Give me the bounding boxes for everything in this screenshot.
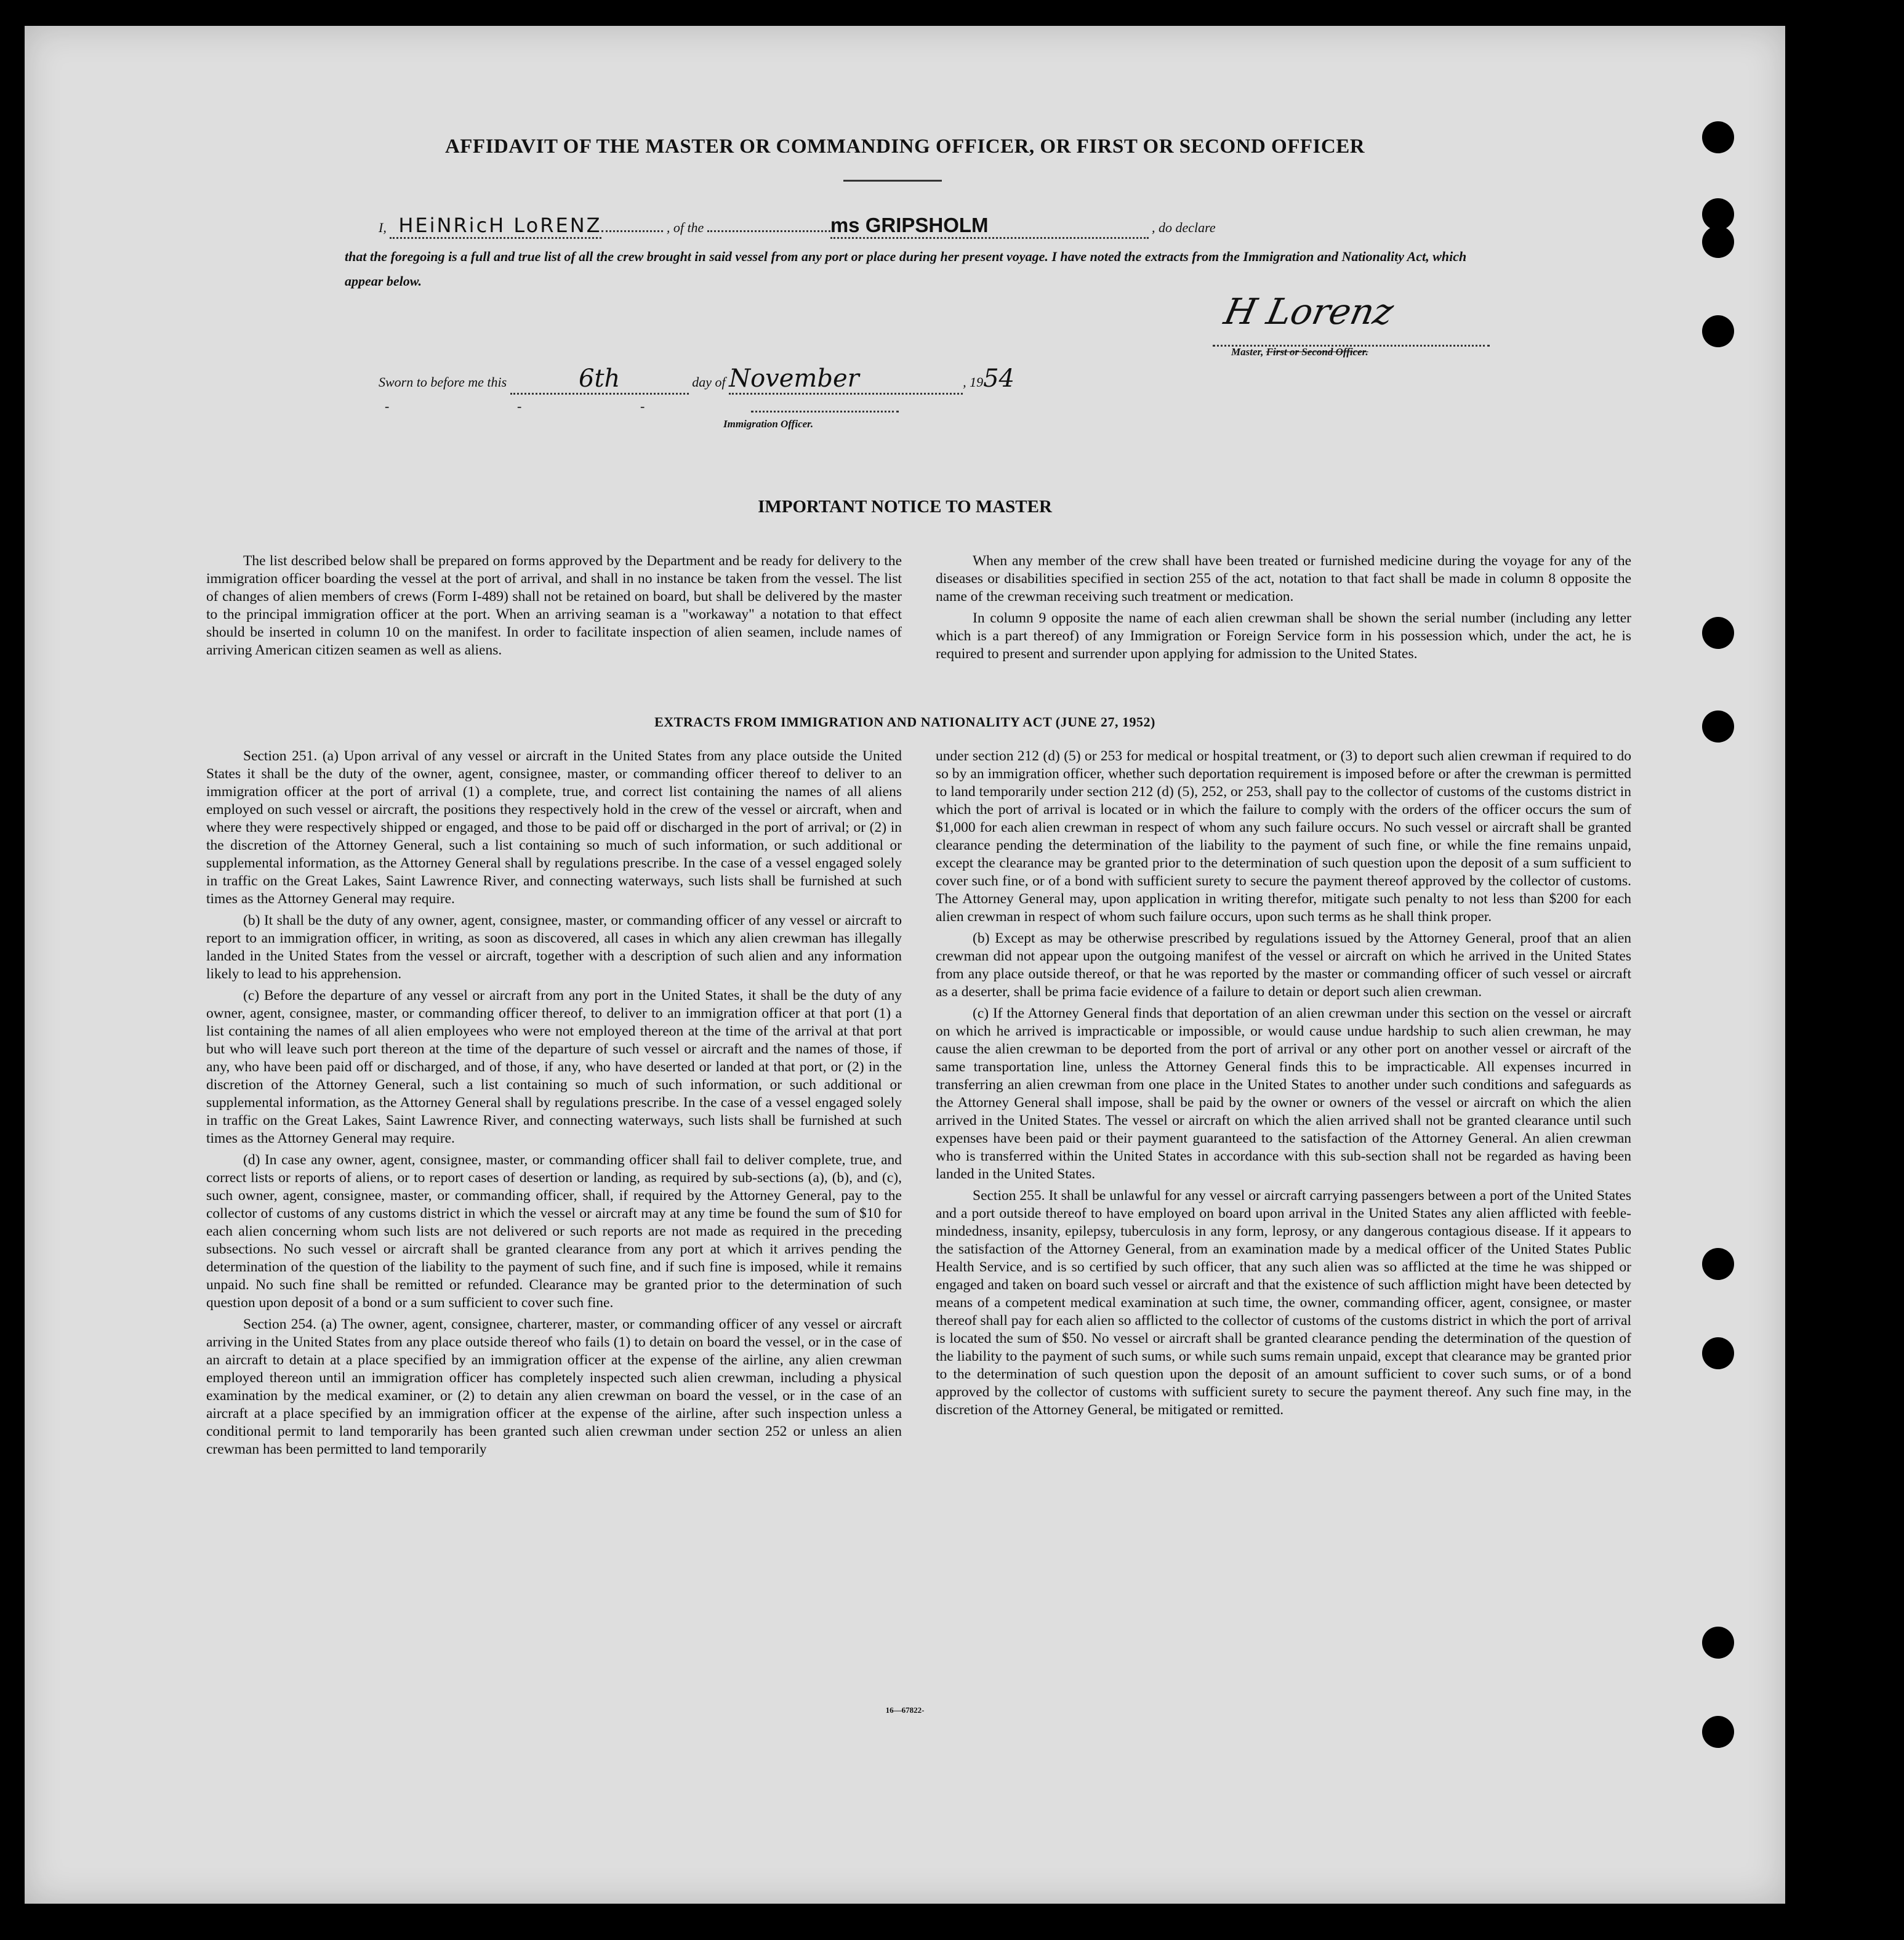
- dotted-rule: [707, 218, 830, 232]
- extracts-left-column: [206, 747, 902, 1459]
- dotted-rule: [601, 218, 663, 232]
- punch-hole-icon: [1702, 1627, 1734, 1659]
- section-paragraph: (b) Except as may be otherwise prescribed by regulations issued by the Attorney General, proof that an alien crewman did not appear upon the outgoing manifest of the vessel or aircraft on which he arrived in the United States from any place outside thereof, or that he was reported by the master or commanding officer of such vessel or aircraft as a deserter, shall be prima facie evidence of a failure to detain or deport such alien crewman.: [936, 930, 1631, 1000]
- document-page: [25, 26, 1785, 1904]
- punch-hole-icon: [1702, 315, 1734, 347]
- punch-hole-icon: [1702, 1337, 1734, 1369]
- notice-paragraph: When any member of the crew shall have been treated or furnished medicine during the voyage for any of the diseases or disabilities specified in section 255 of the act, notation to that fact shall be made in column 8 opposite the name of the crewman receiving such treatment or medication.: [936, 553, 1631, 605]
- vessel-name-field: ms GRIPSHOLM: [830, 214, 1149, 239]
- dash-mark: -: [640, 398, 645, 414]
- declaration-text: that the foregoing is a full and true list of all the crew brought in said vessel from any port or place during her present voyage. I have noted the extracts from the Immigration and Nationality Act, which appear below.: [345, 249, 1467, 289]
- notice-left-column: [206, 552, 902, 659]
- immigration-officer-caption: Immigration Officer.: [723, 418, 814, 430]
- punch-hole-icon: [1702, 710, 1734, 743]
- extracts-title: EXTRACTS FROM IMMIGRATION AND NATIONALITY ACT (JUNE 27, 1952): [654, 714, 1155, 730]
- notice-paragraph: The list described below shall be prepared on forms approved by the Department and be ready for delivery to the immigration officer boarding the vessel at the port of arrival, and shall in no instance be taken from the vessel. The list of changes of alien members of crews (Form I-489) shall not be retained on board, but shall be delivered by the master to the principal immigration officer at the port. When an arriving seaman is a "workaway" a notation to that effect should be inserted in column 10 on the manifest. In order to facilitate inspection of alien seamen, include names of arriving American citizen seamen as well as aliens.: [206, 553, 902, 658]
- day-of-label: day of: [692, 374, 726, 390]
- sworn-year-field: 54: [983, 364, 1014, 393]
- declaration-line: [379, 214, 1216, 239]
- signature-caption-master: Master,: [1231, 346, 1264, 358]
- punch-hole-icon: [1702, 1716, 1734, 1748]
- punch-hole-icon: [1702, 226, 1734, 258]
- immigration-officer-line: [751, 411, 899, 413]
- signature-caption-struck: First or Second Officer.: [1266, 346, 1368, 358]
- section-paragraph: Section 251. (a) Upon arrival of any vessel or aircraft in the United States from any place outside the United States it shall be the duty of the owner, agent, consignee, master, or commanding officer thereof to deliver to an immigration officer at the port of arrival (1) a complete, true, and correct list containing the names of all aliens employed on such vessel or aircraft, the positions they respectively hold in the crew of the vessel or aircraft, when and where they were respectively shipped or engaged, and those to be paid off or discharged in the port of arrival; or (2) in the discretion of the Attorney General, such a list containing so much of such information, or such additional or supplemental information, as the Attorney General shall by regulations prescribe. In the case of a vessel engaged solely in traffic on the Great Lakes, Saint Lawrence River, and connecting waterways, such lists shall be furnished at such times as the Attorney General may require.: [206, 748, 902, 907]
- declaration-prefix: I,: [379, 220, 387, 235]
- sworn-month-field: November: [729, 364, 963, 395]
- section-paragraph: (b) It shall be the duty of any owner, agent, consignee, master, or commanding officer of any vessel or aircraft to report to an immigration officer, in writing, as soon as discovered, all cases in which any alien crewman has illegally landed in the United States from the vessel or aircraft, together with a description of such alien and any information likely to lead to his apprehension.: [206, 912, 902, 982]
- section-paragraph: (c) Before the departure of any vessel or aircraft from any port in the United States, it shall be the duty of any owner, agent, consignee, master, or commanding officer thereof, to deliver to an immigration officer at that port (1) a list containing the names of all alien employees who were not employed thereon at the time of the arrival at that port but who will leave such port thereon at the time of the departure of such vessel or aircraft and the names of those, if any, who have been paid off or discharged, and of those, if any, who have deserted or landed at that port, or (2) in the discretion of the Attorney General, such a list containing so much of such information, or such additional or supplemental information, as the Attorney General shall by regulations prescribe. In the case of a vessel engaged solely in traffic on the Great Lakes, Saint Lawrence River, and connecting waterways, such lists shall be furnished at such times as the Attorney General may require.: [206, 988, 902, 1146]
- master-name-field: HEiNRicH LoRENZ: [390, 214, 601, 239]
- sworn-day-field: 6th: [510, 364, 689, 395]
- notice-title: IMPORTANT NOTICE TO MASTER: [758, 497, 1052, 517]
- do-declare-label: , do declare: [1152, 220, 1216, 235]
- section-paragraph: Section 255. It shall be unlawful for any vessel or aircraft carrying passengers between a port of the United States and a port outside thereof to have employed on board upon arrival in the United States any alien afflicted with feeble-mindedness, insanity, epilepsy, tuberculosis in any form, leprosy, or any dangerous contagious disease. If it appears to the satisfaction of the Attorney General, from an examination made by a medical officer of the United States Public Health Service, and is so certified by such officer, that any such alien was so afflicted at the time he was shipped or engaged and taken on board such vessel or aircraft and that the existence of such affliction might have been detected by means of a competent medical examination at such time, the owner, commanding officer, agent, consignee, or master thereof shall pay for each alien so afflicted to the collector of customs of the customs district in which the port of arrival is located the sum of $50. No vessel or aircraft shall be granted clearance pending the determination of the question of the liability to the payment of such sums, or while such sums remain unpaid, except that clearance may be granted prior to the determination of such question upon the deposit of an amount sufficient to cover such sums, or of a bond approved by the collector of customs with sufficient surety to secure the payment thereof. Any such fine may, in the discretion of the Attorney General, be mitigated or remitted.: [936, 1188, 1631, 1418]
- section-paragraph: (d) In case any owner, agent, consignee, master, or commanding officer shall fail to deliver complete, true, and correct lists or reports of aliens, or to report cases of desertion or landing, as required by sub-sections (a), (b), and (c), such owner, agent, consignee, master, or commanding officer, shall, if required by the Attorney General, pay to the collector of customs of any customs district in which the vessel or aircraft may at any time be found the sum of $10 for each alien concerning whom such lists are not delivered or such reports are not made as required in the preceding subsections. No such vessel or aircraft shall be granted clearance from any port at which it arrives pending the determination of the question of the liability to the payment of such fine, and if such fine is imposed, while it remains unpaid. No such fine shall be remitted or refunded. Clearance may be granted prior to the determination of such question upon deposit of a bond or a sum sufficient to cover such fine.: [206, 1152, 902, 1311]
- punch-hole-icon: [1702, 1248, 1734, 1280]
- sworn-line: [379, 364, 1014, 395]
- notice-right-column: [936, 552, 1631, 663]
- master-signature: H Lorenz: [1220, 291, 1397, 332]
- notice-paragraph: In column 9 opposite the name of each alien crewman shall be shown the serial number (including any letter which is a part thereof) of any Immigration or Foreign Service form in his possession which, under the act, he is required to present and surrender upon applying for admission to the United States.: [936, 610, 1631, 662]
- title-rule: [843, 180, 942, 182]
- sworn-label: Sworn to before me this: [379, 374, 507, 390]
- section-paragraph: under section 212 (d) (5) or 253 for medical or hospital treatment, or (3) to deport such alien crewman if required to do so by an immigration officer, whether such deportation requirement is imposed before or after the crewman is permitted to land temporarily under section 212 (d) (5), 252, or 253, shall pay to the collector of customs of the customs district in which the port of arrival is located or in which the failure to comply with the orders of the officer occurs the sum of $1,000 for each alien crewman in respect of whom any such failure occurs. No such vessel or aircraft shall be granted clearance pending the determination of the liability to the payment of such fine, or while the fine remains unpaid, except the clearance may be granted prior to the determination of such question upon the deposit of a sum sufficient to cover such fine, or of a bond with sufficient surety to secure the payment thereof approved by the collector of customs. The Attorney General may, upon application in writing therefor, mitigate such penalty to not less than $200 for each alien crewman in respect of whom such failure occurs, upon such terms as he shall think proper.: [936, 748, 1631, 925]
- section-paragraph: (c) If the Attorney General finds that deportation of an alien crewman under this section on the vessel or aircraft on which he arrived is impracticable or impossible, or would cause undue hardship to such alien crewman, he may cause the alien crewman to be deported from the port of arrival or any other port on another vessel or aircraft of the same transportation line, unless the Attorney General finds this to be impracticable. All expenses incurred in transferring an alien crewman from one place in the United States to another under such conditions and safeguards as the Attorney General shall impose, shall be paid by the owner or owners of the vessel or aircraft on which the alien arrived in the United States. The vessel or aircraft on which the alien arrived shall not be granted clearance until such expenses have been paid or their payment guaranteed to the satisfaction of the Attorney General. An alien crewman who is transferred within the United States in accordance with this sub-section shall not be regarded as having been landed in the United States.: [936, 1005, 1631, 1182]
- punch-hole-icon: [1702, 121, 1734, 153]
- punch-hole-icon: [1702, 617, 1734, 649]
- dash-mark: -: [517, 398, 522, 414]
- extracts-right-column: [936, 747, 1631, 1419]
- dash-mark: -: [385, 398, 390, 414]
- of-the-label: , of the: [666, 220, 704, 235]
- signature-caption: [1231, 346, 1368, 358]
- affidavit-title: AFFIDAVIT OF THE MASTER OR COMMANDING OFFICER, OR FIRST OR SECOND OFFICER: [444, 135, 1365, 158]
- section-paragraph: Section 254. (a) The owner, agent, consignee, charterer, master, or commanding officer of any vessel or aircraft arriving in the United States from any place outside thereof who fails (1) to detain on board the vessel, or in the case of an aircraft to detain at a place specified by an immigration officer at the expense of the airline, any alien crewman employed thereon until an immigration officer has completely inspected such alien crewman, including a physical examination by the medical examiner, or (2) to detain any alien crewman on board the vessel, or in the case of an aircraft at a place specified by an immigration officer at the expense of the airline, after such inspection unless a conditional permit to land temporarily has been granted such alien crewman under section 252 or unless an alien crewman has been permitted to land temporarily: [206, 1316, 902, 1457]
- year-prefix: , 19: [963, 374, 984, 390]
- form-code: 16—67822-: [885, 1705, 925, 1715]
